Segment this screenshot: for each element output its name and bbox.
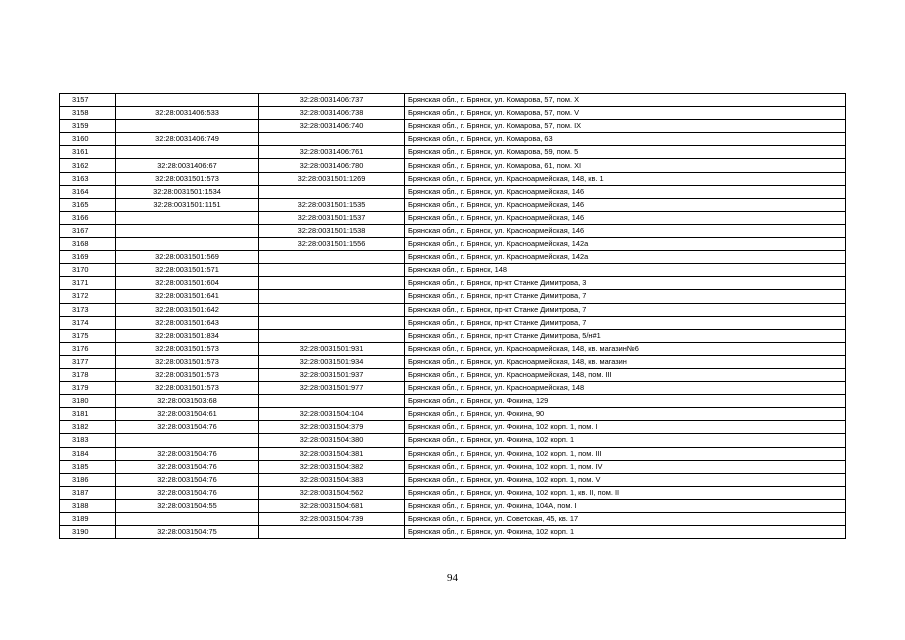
row-number-cell: 3176 [60, 342, 116, 355]
address-cell: Брянская обл., г. Брянск, ул. Красноармейская, 148 [405, 382, 846, 395]
cadastral-number-cell [259, 251, 405, 264]
cadastral-number-cell [259, 316, 405, 329]
address-cell: Брянская обл., г. Брянск, ул. Фокина, 90 [405, 408, 846, 421]
cadastral-number-cell: 32:28:0031504:739 [259, 513, 405, 526]
cadastral-number-cell: 32:28:0031501:934 [259, 355, 405, 368]
cadastral-number-cell: 32:28:0031406:740 [259, 120, 405, 133]
address-cell: Брянская обл., г. Брянск, пр-кт Станке Димитрова, 7 [405, 303, 846, 316]
address-cell: Брянская обл., г. Брянск, ул. Комарова, 61, пом. XI [405, 159, 846, 172]
row-number-cell: 3174 [60, 316, 116, 329]
row-number-cell: 3172 [60, 290, 116, 303]
address-cell: Брянская обл., г. Брянск, ул. Красноармейская, 148, кв. 1 [405, 172, 846, 185]
parent-cadastral-number-cell: 32:28:0031501:573 [116, 355, 259, 368]
row-number-cell: 3188 [60, 499, 116, 512]
cadastral-number-cell [259, 395, 405, 408]
parent-cadastral-number-cell: 32:28:0031504:55 [116, 499, 259, 512]
address-cell: Брянская обл., г. Брянск, ул. Комарова, 57, пом. X [405, 94, 846, 107]
row-number-cell: 3163 [60, 172, 116, 185]
table-row [60, 460, 846, 473]
table-row [60, 329, 846, 342]
cadastral-number-cell [259, 526, 405, 539]
address-cell: Брянская обл., г. Брянск, пр-кт Станке Димитрова, 3 [405, 277, 846, 290]
parent-cadastral-number-cell [116, 211, 259, 224]
table-row [60, 211, 846, 224]
address-cell: Брянская обл., г. Брянск, ул. Красноармейская, 148, пом. III [405, 368, 846, 381]
cadastral-number-cell: 32:28:0031504:383 [259, 473, 405, 486]
table-row [60, 408, 846, 421]
table-row [60, 486, 846, 499]
row-number-cell: 3157 [60, 94, 116, 107]
row-number-cell: 3183 [60, 434, 116, 447]
parent-cadastral-number-cell: 32:28:0031501:573 [116, 172, 259, 185]
row-number-cell: 3179 [60, 382, 116, 395]
parent-cadastral-number-cell: 32:28:0031501:573 [116, 382, 259, 395]
row-number-cell: 3166 [60, 211, 116, 224]
cadastral-number-cell [259, 290, 405, 303]
table-row [60, 146, 846, 159]
table-row [60, 264, 846, 277]
cadastral-number-cell: 32:28:0031406:780 [259, 159, 405, 172]
cadastral-number-cell: 32:28:0031504:104 [259, 408, 405, 421]
table-row [60, 94, 846, 107]
cadastral-number-cell: 32:28:0031501:931 [259, 342, 405, 355]
table-row [60, 107, 846, 120]
cadastral-number-cell [259, 329, 405, 342]
table-row [60, 473, 846, 486]
cadastral-number-cell [259, 264, 405, 277]
parent-cadastral-number-cell: 32:28:0031406:533 [116, 107, 259, 120]
cadastral-number-cell [259, 185, 405, 198]
row-number-cell: 3189 [60, 513, 116, 526]
parent-cadastral-number-cell [116, 146, 259, 159]
parent-cadastral-number-cell: 32:28:0031501:571 [116, 264, 259, 277]
cadastral-number-cell: 32:28:0031501:937 [259, 368, 405, 381]
table-row [60, 368, 846, 381]
table-row [60, 355, 846, 368]
parent-cadastral-number-cell: 32:28:0031501:641 [116, 290, 259, 303]
table-row [60, 198, 846, 211]
table-row [60, 421, 846, 434]
parent-cadastral-number-cell [116, 224, 259, 237]
address-cell: Брянская обл., г. Брянск, ул. Красноармейская, 146 [405, 224, 846, 237]
parent-cadastral-number-cell: 32:28:0031503:68 [116, 395, 259, 408]
row-number-cell: 3173 [60, 303, 116, 316]
row-number-cell: 3158 [60, 107, 116, 120]
address-cell: Брянская обл., г. Брянск, ул. Красноармейская, 148, кв. магазин№6 [405, 342, 846, 355]
parent-cadastral-number-cell: 32:28:0031501:604 [116, 277, 259, 290]
table-row [60, 238, 846, 251]
parent-cadastral-number-cell: 32:28:0031501:573 [116, 342, 259, 355]
address-cell: Брянская обл., г. Брянск, пр-кт Станке Димитрова, 5/н#1 [405, 329, 846, 342]
cadastral-number-cell: 32:28:0031501:1269 [259, 172, 405, 185]
table-row [60, 251, 846, 264]
parent-cadastral-number-cell: 32:28:0031501:1534 [116, 185, 259, 198]
parent-cadastral-number-cell: 32:28:0031504:76 [116, 421, 259, 434]
table-row [60, 172, 846, 185]
cadastral-number-cell: 32:28:0031504:681 [259, 499, 405, 512]
table-row [60, 526, 846, 539]
row-number-cell: 3177 [60, 355, 116, 368]
address-cell: Брянская обл., г. Брянск, ул. Фокина, 102 корп. 1 [405, 434, 846, 447]
table-row [60, 120, 846, 133]
row-number-cell: 3165 [60, 198, 116, 211]
table-row [60, 290, 846, 303]
address-cell: Брянская обл., г. Брянск, ул. Комарова, 59, пом. 5 [405, 146, 846, 159]
address-cell: Брянская обл., г. Брянск, пр-кт Станке Димитрова, 7 [405, 316, 846, 329]
address-cell: Брянская обл., г. Брянск, ул. Фокина, 102 корп. 1, пом. IV [405, 460, 846, 473]
parent-cadastral-number-cell: 32:28:0031406:67 [116, 159, 259, 172]
address-cell: Брянская обл., г. Брянск, ул. Комарова, 63 [405, 133, 846, 146]
row-number-cell: 3182 [60, 421, 116, 434]
address-cell: Брянская обл., г. Брянск, ул. Фокина, 102 корп. 1, кв. II, пом. II [405, 486, 846, 499]
parent-cadastral-number-cell [116, 120, 259, 133]
cadastral-number-cell: 32:28:0031501:1556 [259, 238, 405, 251]
parent-cadastral-number-cell: 32:28:0031501:643 [116, 316, 259, 329]
row-number-cell: 3167 [60, 224, 116, 237]
parent-cadastral-number-cell: 32:28:0031504:76 [116, 447, 259, 460]
address-cell: Брянская обл., г. Брянск, ул. Фокина, 129 [405, 395, 846, 408]
table-row [60, 185, 846, 198]
address-cell: Брянская обл., г. Брянск, ул. Красноармейская, 142а [405, 238, 846, 251]
parent-cadastral-number-cell: 32:28:0031504:75 [116, 526, 259, 539]
parent-cadastral-number-cell [116, 94, 259, 107]
row-number-cell: 3159 [60, 120, 116, 133]
cadastral-number-cell: 32:28:0031504:381 [259, 447, 405, 460]
address-cell: Брянская обл., г. Брянск, пр-кт Станке Димитрова, 7 [405, 290, 846, 303]
table-row [60, 303, 846, 316]
cadastral-number-cell: 32:28:0031406:737 [259, 94, 405, 107]
table-row [60, 395, 846, 408]
row-number-cell: 3169 [60, 251, 116, 264]
row-number-cell: 3162 [60, 159, 116, 172]
address-cell: Брянская обл., г. Брянск, ул. Фокина, 102 корп. 1, пом. III [405, 447, 846, 460]
parent-cadastral-number-cell: 32:28:0031504:76 [116, 486, 259, 499]
address-cell: Брянская обл., г. Брянск, 148 [405, 264, 846, 277]
address-cell: Брянская обл., г. Брянск, ул. Фокина, 104А, пом. I [405, 499, 846, 512]
address-cell: Брянская обл., г. Брянск, ул. Фокина, 102 корп. 1, пом. I [405, 421, 846, 434]
row-number-cell: 3170 [60, 264, 116, 277]
address-cell: Брянская обл., г. Брянск, ул. Фокина, 102 корп. 1 [405, 526, 846, 539]
row-number-cell: 3171 [60, 277, 116, 290]
row-number-cell: 3164 [60, 185, 116, 198]
parent-cadastral-number-cell: 32:28:0031504:76 [116, 460, 259, 473]
address-cell: Брянская обл., г. Брянск, ул. Красноармейская, 146 [405, 198, 846, 211]
table-row [60, 342, 846, 355]
table-row [60, 133, 846, 146]
address-cell: Брянская обл., г. Брянск, ул. Советская, 45, кв. 17 [405, 513, 846, 526]
row-number-cell: 3175 [60, 329, 116, 342]
table-body [60, 94, 846, 539]
parent-cadastral-number-cell: 32:28:0031501:1151 [116, 198, 259, 211]
table-row [60, 513, 846, 526]
parent-cadastral-number-cell [116, 434, 259, 447]
address-cell: Брянская обл., г. Брянск, ул. Красноармейская, 148, кв. магазин [405, 355, 846, 368]
cadastral-number-cell: 32:28:0031406:738 [259, 107, 405, 120]
parent-cadastral-number-cell: 32:28:0031504:76 [116, 473, 259, 486]
row-number-cell: 3181 [60, 408, 116, 421]
row-number-cell: 3185 [60, 460, 116, 473]
cadastral-number-cell [259, 303, 405, 316]
cadastral-number-cell: 32:28:0031501:977 [259, 382, 405, 395]
property-table [59, 93, 846, 539]
address-cell: Брянская обл., г. Брянск, ул. Фокина, 102 корп. 1, пом. V [405, 473, 846, 486]
row-number-cell: 3180 [60, 395, 116, 408]
row-number-cell: 3190 [60, 526, 116, 539]
table-row [60, 434, 846, 447]
address-cell: Брянская обл., г. Брянск, ул. Красноармейская, 146 [405, 185, 846, 198]
cadastral-number-cell: 32:28:0031504:380 [259, 434, 405, 447]
address-cell: Брянская обл., г. Брянск, ул. Красноармейская, 146 [405, 211, 846, 224]
cadastral-number-cell: 32:28:0031501:1538 [259, 224, 405, 237]
cadastral-number-cell [259, 133, 405, 146]
row-number-cell: 3161 [60, 146, 116, 159]
row-number-cell: 3187 [60, 486, 116, 499]
cadastral-number-cell: 32:28:0031504:379 [259, 421, 405, 434]
table-row [60, 316, 846, 329]
parent-cadastral-number-cell: 32:28:0031501:569 [116, 251, 259, 264]
table-row [60, 277, 846, 290]
address-cell: Брянская обл., г. Брянск, ул. Комарова, 57, пом. V [405, 107, 846, 120]
parent-cadastral-number-cell: 32:28:0031501:834 [116, 329, 259, 342]
table-row [60, 382, 846, 395]
cadastral-number-cell: 32:28:0031504:562 [259, 486, 405, 499]
parent-cadastral-number-cell: 32:28:0031501:642 [116, 303, 259, 316]
parent-cadastral-number-cell: 32:28:0031504:61 [116, 408, 259, 421]
row-number-cell: 3184 [60, 447, 116, 460]
address-cell: Брянская обл., г. Брянск, ул. Красноармейская, 142а [405, 251, 846, 264]
parent-cadastral-number-cell: 32:28:0031501:573 [116, 368, 259, 381]
row-number-cell: 3168 [60, 238, 116, 251]
cadastral-number-cell: 32:28:0031501:1537 [259, 211, 405, 224]
row-number-cell: 3160 [60, 133, 116, 146]
table-row [60, 499, 846, 512]
table-row [60, 447, 846, 460]
table-row [60, 159, 846, 172]
address-cell: Брянская обл., г. Брянск, ул. Комарова, 57, пом. IX [405, 120, 846, 133]
cadastral-number-cell: 32:28:0031406:761 [259, 146, 405, 159]
parent-cadastral-number-cell [116, 513, 259, 526]
cadastral-number-cell: 32:28:0031504:382 [259, 460, 405, 473]
row-number-cell: 3178 [60, 368, 116, 381]
table-row [60, 224, 846, 237]
page-number: 94 [447, 572, 458, 584]
row-number-cell: 3186 [60, 473, 116, 486]
cadastral-number-cell [259, 277, 405, 290]
parent-cadastral-number-cell [116, 238, 259, 251]
parent-cadastral-number-cell: 32:28:0031406:749 [116, 133, 259, 146]
cadastral-number-cell: 32:28:0031501:1535 [259, 198, 405, 211]
